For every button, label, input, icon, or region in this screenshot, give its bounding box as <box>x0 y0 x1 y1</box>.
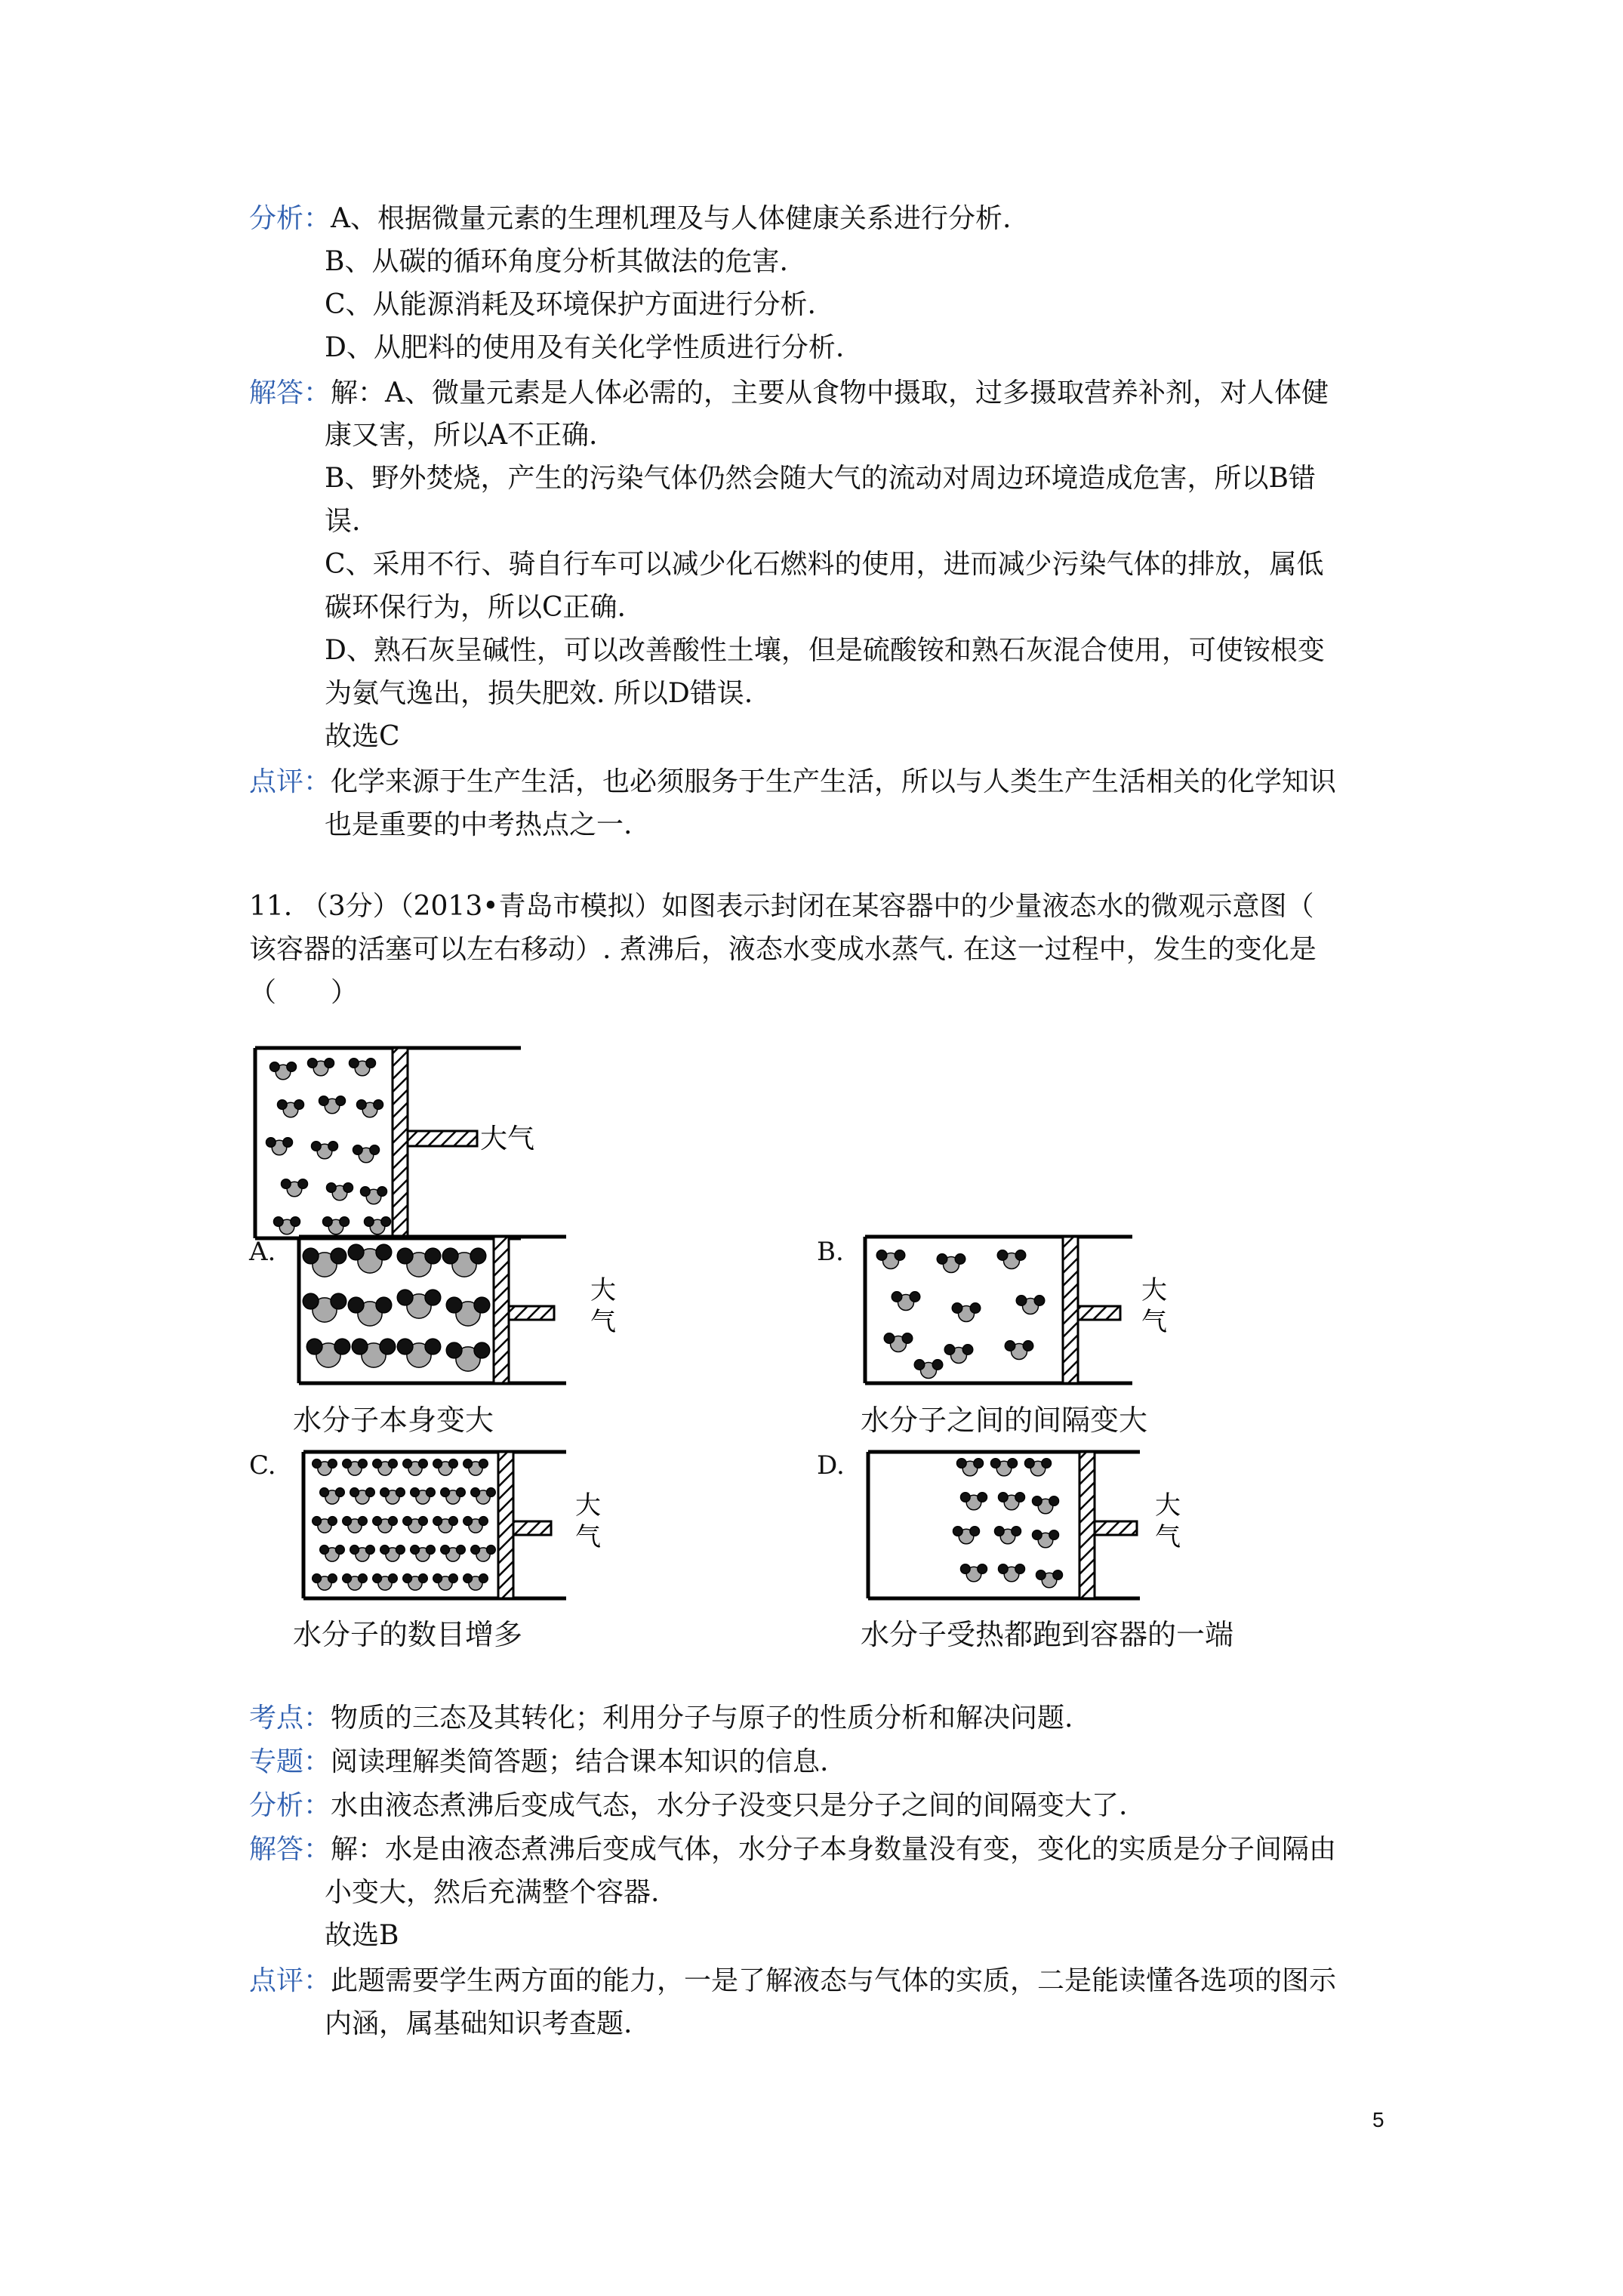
water-molecule <box>313 1517 337 1533</box>
water-molecule <box>463 1574 488 1590</box>
water-molecule <box>348 1244 392 1273</box>
piston <box>1079 1452 1095 1598</box>
water-molecule <box>380 1546 405 1561</box>
atmosphere-label: 大气 <box>480 1123 535 1154</box>
q10-analysis-line-3: C、从能源消耗及环境保护方面进行分析. <box>325 289 816 320</box>
analysis-label: 分析 <box>249 203 304 234</box>
water-molecule <box>914 1360 943 1379</box>
q10-analysis-line-4: D、从肥料的使用及有关化学性质进行分析. <box>325 332 845 363</box>
option-d-figure <box>861 1446 1200 1627</box>
q10-analysis-line-1: 分析：A、根据微量元素的生理机理及与人体健康关系进行分析. <box>249 203 1012 234</box>
q10-solution-line-1: 解答：解：A、微量元素是人体必需的，主要从食物中摄取，过多摄取营养补剂，对人体健 <box>249 378 1329 408</box>
q10-solution-line-5: C、采用不行、骑自行车可以减少化石燃料的使用，进而减少污染气体的排放，属低 <box>325 549 1324 580</box>
water-molecule <box>961 1564 987 1582</box>
q10-solution-line-9: 故选C <box>325 721 400 752</box>
kaodian-label: 考点 <box>249 1703 304 1734</box>
piston <box>393 1048 408 1238</box>
water-molecule <box>937 1254 965 1273</box>
water-molecule <box>312 1142 338 1159</box>
q11-solution-line-1: 解答：解：水是由液态煮沸后变成气体，水分子本身数量没有变，变化的实质是分子间隔由 <box>249 1834 1337 1865</box>
water-molecule <box>353 1145 380 1163</box>
water-molecule <box>957 1459 984 1476</box>
water-molecule <box>313 1459 337 1475</box>
piston <box>498 1452 513 1598</box>
water-molecule <box>361 1187 387 1204</box>
water-molecule <box>1005 1341 1033 1360</box>
label-bottom: 气 <box>590 1307 616 1337</box>
water-molecule <box>471 1546 496 1561</box>
water-molecule <box>999 1564 1025 1582</box>
water-molecule <box>1036 1570 1063 1588</box>
water-molecule <box>433 1517 458 1533</box>
water-molecule <box>278 1100 304 1117</box>
q11-zhuanti-line: 专题：阅读理解类简答题；结合课本知识的信息. <box>249 1746 829 1777</box>
label-bottom: 气 <box>575 1522 601 1552</box>
water-molecule <box>320 1546 345 1561</box>
water-molecule <box>319 1096 346 1114</box>
water-molecule <box>373 1574 398 1590</box>
water-molecule <box>463 1517 488 1533</box>
option-a-figure <box>294 1231 634 1412</box>
label-top: 大 <box>1141 1275 1167 1305</box>
water-molecule <box>433 1459 458 1475</box>
water-molecule <box>411 1546 436 1561</box>
comment-label: 点评 <box>249 766 304 797</box>
water-molecule <box>270 1062 297 1080</box>
water-molecule <box>433 1574 458 1590</box>
label-top: 大 <box>590 1275 616 1305</box>
q10-solution-line-7: D、熟石灰呈碱性，可以改善酸性土壤，但是硫酸铵和熟石灰混合使用，可使铵根变 <box>325 635 1325 666</box>
q11-comment-line-1: 点评：此题需要学生两方面的能力，一是了解液态与气体的实质，二是能读懂各选项的图示 <box>249 1965 1337 1996</box>
spread-water-molecules <box>876 1250 1045 1379</box>
water-molecule <box>953 1527 980 1544</box>
option-a-caption: 水分子本身变大 <box>293 1404 494 1437</box>
water-molecule <box>463 1459 488 1475</box>
option-c-figure <box>294 1446 634 1627</box>
piston <box>1063 1237 1078 1383</box>
water-molecule <box>313 1574 337 1590</box>
comment-label: 点评 <box>249 1965 304 1996</box>
clustered-water-molecules <box>953 1459 1063 1588</box>
q10-solution-line-4: 误. <box>325 506 361 537</box>
option-b-caption: 水分子之间的间隔变大 <box>861 1404 1148 1437</box>
q10-solution-line-8: 为氨气逸出，损失肥效. 所以D错误. <box>325 678 753 709</box>
water-molecule <box>397 1290 441 1318</box>
water-molecule <box>357 1100 383 1117</box>
zhuanti-label: 专题 <box>249 1746 304 1777</box>
q11-comment-line-2: 内涵，属基础知识考查题. <box>325 2008 633 2039</box>
option-c-caption: 水分子的数目增多 <box>293 1618 523 1651</box>
water-molecule <box>442 1248 486 1277</box>
water-molecule <box>997 1250 1026 1269</box>
q10-solution-line-6: 碳环保行为，所以C正确. <box>325 592 626 623</box>
water-molecule <box>397 1248 441 1277</box>
water-molecule <box>350 1488 375 1504</box>
water-molecule <box>320 1488 345 1504</box>
q10-analysis-line-2: B、从碳的循环角度分析其做法的危害. <box>325 246 788 277</box>
water-molecule <box>892 1292 920 1311</box>
water-molecule <box>306 1339 350 1367</box>
water-molecule <box>991 1459 1018 1476</box>
analysis-label: 分析 <box>249 1790 304 1821</box>
water-molecule <box>446 1342 490 1371</box>
main-container-figure <box>249 1042 589 1246</box>
water-molecule <box>266 1138 293 1155</box>
label-bottom: 气 <box>1155 1522 1181 1552</box>
water-molecule <box>411 1488 436 1504</box>
water-molecule <box>373 1459 398 1475</box>
water-molecule <box>999 1493 1025 1510</box>
water-molecule <box>1033 1496 1059 1514</box>
water-molecule <box>995 1527 1021 1544</box>
water-molecules <box>266 1059 391 1234</box>
water-molecule <box>876 1250 905 1269</box>
water-molecule <box>446 1297 490 1326</box>
water-molecule <box>343 1517 368 1533</box>
piston-rod <box>408 1131 477 1146</box>
water-molecule <box>303 1293 346 1322</box>
water-molecule <box>282 1179 308 1197</box>
water-molecule <box>348 1297 392 1326</box>
q11-kaodian-line: 考点：物质的三态及其转化；利用分子与原子的性质分析和解决问题. <box>249 1703 1073 1734</box>
water-molecule <box>441 1488 466 1504</box>
option-b-figure <box>861 1231 1200 1412</box>
q11-solution-line-3: 故选B <box>325 1920 399 1951</box>
q10-solution-line-2: 康又害，所以A不正确. <box>325 420 598 451</box>
water-molecule <box>352 1339 396 1367</box>
piston <box>494 1237 509 1383</box>
big-water-molecules <box>303 1244 490 1371</box>
water-molecule <box>471 1488 496 1504</box>
q11-stem-line-1: 11. （3分）（2013•青岛市模拟）如图表示封闭在某容器中的少量液态水的微观示意图（ <box>249 891 1314 922</box>
label-top: 大 <box>1155 1490 1181 1521</box>
water-molecule <box>373 1517 398 1533</box>
water-molecule <box>308 1059 334 1076</box>
option-d-caption: 水分子受热都跑到容器的一端 <box>861 1618 1234 1651</box>
water-molecule <box>343 1459 368 1475</box>
water-molecule <box>403 1574 428 1590</box>
q11-analysis-line: 分析：水由液态煮沸后变成气态，水分子没变只是分子之间的间隔变大了. <box>249 1790 1128 1821</box>
option-c-letter: C. <box>249 1450 276 1481</box>
piston-rod <box>509 1306 554 1320</box>
water-molecule <box>380 1488 405 1504</box>
water-molecule <box>441 1546 466 1561</box>
q10-comment-line-1: 点评：化学来源于生产生活，也必须服务于生产生活，所以与人类生产生活相关的化学知识 <box>249 766 1337 797</box>
label-bottom: 气 <box>1141 1307 1167 1337</box>
water-molecule <box>403 1517 428 1533</box>
water-molecule <box>403 1459 428 1475</box>
page-number: 5 <box>1372 2108 1384 2131</box>
water-molecule <box>397 1339 441 1367</box>
water-molecule <box>884 1333 913 1352</box>
water-molecule <box>944 1345 973 1364</box>
water-molecule <box>303 1248 346 1277</box>
water-molecule <box>350 1059 376 1076</box>
water-molecule <box>961 1493 987 1510</box>
q11-solution-line-2: 小变大，然后充满整个容器. <box>325 1877 660 1908</box>
option-d-letter: D. <box>817 1450 845 1481</box>
water-molecule <box>327 1183 353 1200</box>
water-molecule <box>1033 1530 1059 1548</box>
water-molecule <box>1016 1296 1045 1314</box>
piston-rod <box>1095 1521 1137 1535</box>
q10-comment-line-2: 也是重要的中考热点之一. <box>325 809 633 840</box>
q10-solution-line-3: B、野外焚烧，产生的污染气体仍然会随大气的流动对周边环境造成危害，所以B错 <box>325 463 1316 494</box>
water-molecule <box>343 1574 368 1590</box>
piston-rod <box>1078 1306 1120 1320</box>
water-molecule <box>1025 1459 1052 1476</box>
water-molecule <box>350 1546 375 1561</box>
many-water-molecules <box>313 1459 496 1590</box>
solution-label: 解答 <box>249 1834 304 1865</box>
option-a-letter: A. <box>249 1237 276 1267</box>
option-b-letter: B. <box>817 1237 844 1267</box>
piston-rod <box>513 1521 551 1535</box>
q11-stem-line-3: （ ） <box>249 977 359 1008</box>
q11-stem-line-2: 该容器的活塞可以左右移动）. 煮沸后，液态水变成水蒸气. 在这一过程中，发生的变化是 <box>249 934 1317 965</box>
water-molecule <box>952 1303 981 1322</box>
solution-label: 解答 <box>249 378 304 408</box>
label-top: 大 <box>575 1490 601 1521</box>
